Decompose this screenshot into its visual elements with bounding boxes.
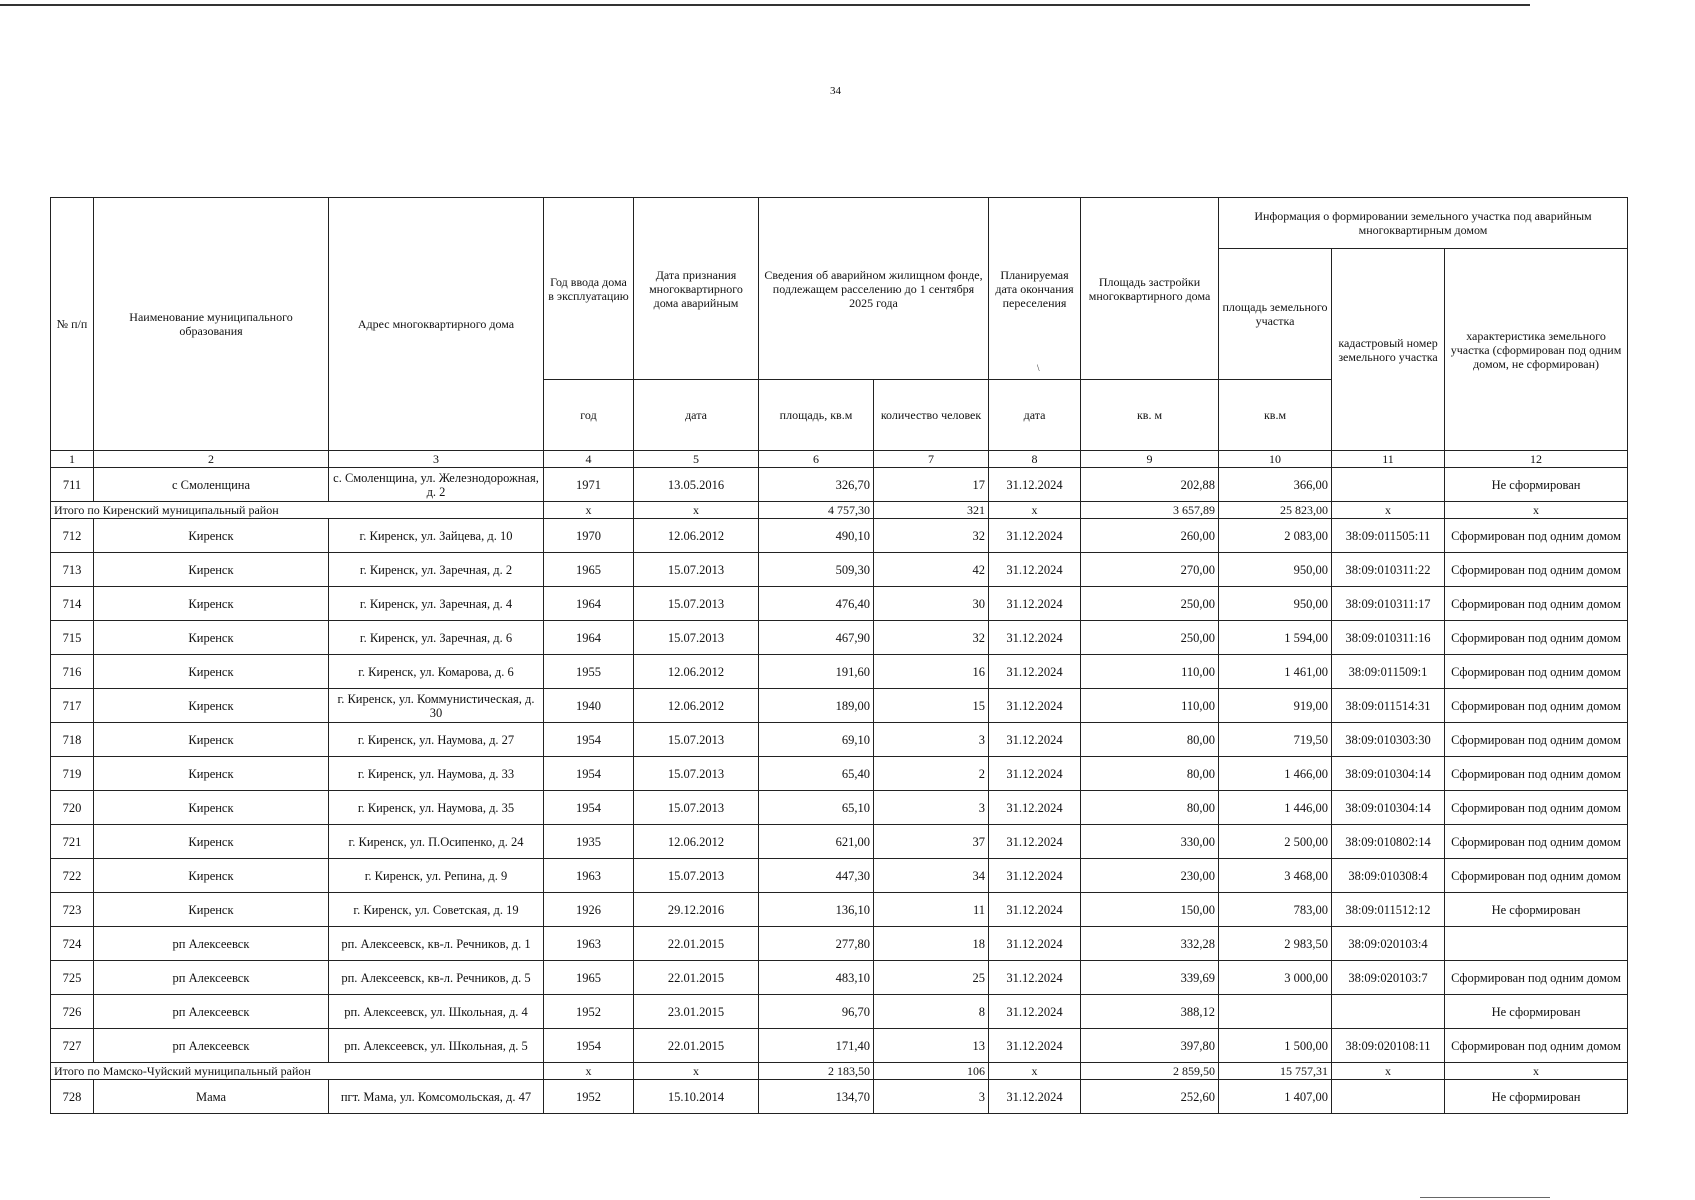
total-label: Итого по Мамско-Чуйский муниципальный район (51, 1063, 544, 1080)
total-people: 321 (874, 502, 989, 519)
municipality-cell: Киренск (94, 553, 329, 587)
recognition-date-cell: 15.10.2014 (634, 1080, 759, 1114)
col-number: 1 (51, 451, 94, 468)
col-number: 7 (874, 451, 989, 468)
land-area-cell: 950,00 (1219, 587, 1332, 621)
recognition-date-cell: 12.06.2012 (634, 519, 759, 553)
land-area-cell: 950,00 (1219, 553, 1332, 587)
address-cell: г. Киренск, ул. Зайцева, д. 10 (329, 519, 544, 553)
building-area-cell: 80,00 (1081, 757, 1219, 791)
table-row (51, 859, 1628, 893)
total-area: 2 183,50 (759, 1063, 874, 1080)
col-number: 8 (989, 451, 1081, 468)
land-char-cell: Сформирован под одним домом (1445, 689, 1628, 723)
year-cell: 1926 (544, 893, 634, 927)
cadastral-cell: 38:09:010311:16 (1332, 621, 1445, 655)
table-row (51, 1080, 1628, 1114)
row-number: 726 (51, 995, 94, 1029)
cadastral-cell: 38:09:011509:1 (1332, 655, 1445, 689)
planned-date-cell: 31.12.2024 (989, 791, 1081, 825)
unit-date: дата (634, 380, 759, 451)
area-cell: 447,30 (759, 859, 874, 893)
cadastral-cell (1332, 1080, 1445, 1114)
area-cell: 65,40 (759, 757, 874, 791)
building-area-cell: 202,88 (1081, 468, 1219, 502)
municipality-cell: Киренск (94, 757, 329, 791)
land-char-cell: Сформирован под одним домом (1445, 961, 1628, 995)
column-number-row (51, 451, 1628, 468)
building-area-cell: 252,60 (1081, 1080, 1219, 1114)
municipality-cell: рп Алексеевск (94, 927, 329, 961)
people-cell: 25 (874, 961, 989, 995)
recognition-date-cell: 15.07.2013 (634, 587, 759, 621)
building-area-cell: 397,80 (1081, 1029, 1219, 1063)
cadastral-cell: 38:09:011505:11 (1332, 519, 1445, 553)
table-row (51, 927, 1628, 961)
cadastral-cell: 38:09:010802:14 (1332, 825, 1445, 859)
area-cell: 490,10 (759, 519, 874, 553)
land-char-cell: Не сформирован (1445, 893, 1628, 927)
area-cell: 171,40 (759, 1029, 874, 1063)
planned-date-cell: 31.12.2024 (989, 468, 1081, 502)
cadastral-cell: 38:09:010311:17 (1332, 587, 1445, 621)
people-cell: 15 (874, 689, 989, 723)
recognition-date-cell: 12.06.2012 (634, 825, 759, 859)
address-cell: г. Киренск, ул. Наумова, д. 27 (329, 723, 544, 757)
land-area-cell: 2 983,50 (1219, 927, 1332, 961)
land-area-cell: 3 468,00 (1219, 859, 1332, 893)
land-char-cell: Сформирован под одним домом (1445, 723, 1628, 757)
row-number: 717 (51, 689, 94, 723)
col-number: 11 (1332, 451, 1445, 468)
address-cell: г. Киренск, ул. Заречная, д. 2 (329, 553, 544, 587)
area-cell: 96,70 (759, 995, 874, 1029)
total-plan-date: x (989, 1063, 1081, 1080)
land-area-cell: 2 500,00 (1219, 825, 1332, 859)
row-number: 722 (51, 859, 94, 893)
table-row (51, 553, 1628, 587)
year-cell: 1954 (544, 757, 634, 791)
recognition-date-cell: 22.01.2015 (634, 1029, 759, 1063)
col-number: 6 (759, 451, 874, 468)
building-area-cell: 332,28 (1081, 927, 1219, 961)
unit-year: год (544, 380, 634, 451)
year-cell: 1970 (544, 519, 634, 553)
total-people: 106 (874, 1063, 989, 1080)
recognition-date-cell: 29.12.2016 (634, 893, 759, 927)
recognition-date-cell: 15.07.2013 (634, 553, 759, 587)
municipality-cell: Киренск (94, 587, 329, 621)
header-cadastral: кадастровый номер земельного участка (1332, 249, 1445, 451)
total-row (51, 1063, 1628, 1080)
building-area-cell: 260,00 (1081, 519, 1219, 553)
land-area-cell: 1 466,00 (1219, 757, 1332, 791)
cadastral-cell: 38:09:010311:22 (1332, 553, 1445, 587)
header-recognition-date: Дата признания многоквартирного дома аварийным (634, 198, 759, 380)
header-planned-date-text: Планируемая дата окончания переселения (995, 267, 1074, 310)
row-number: 711 (51, 468, 94, 502)
municipality-cell: Мама (94, 1080, 329, 1114)
header-building-area: Площадь застройки многоквартирного дома (1081, 198, 1219, 380)
planned-date-cell: 31.12.2024 (989, 961, 1081, 995)
municipality-cell: Киренск (94, 723, 329, 757)
people-cell: 13 (874, 1029, 989, 1063)
address-cell: рп. Алексеевск, кв-л. Речников, д. 1 (329, 927, 544, 961)
land-char-cell: Сформирован под одним домом (1445, 519, 1628, 553)
total-year: x (544, 1063, 634, 1080)
top-rule (0, 4, 1530, 6)
row-number: 721 (51, 825, 94, 859)
row-number: 713 (51, 553, 94, 587)
land-char-cell: Сформирован под одним домом (1445, 859, 1628, 893)
people-cell: 8 (874, 995, 989, 1029)
unit-sqm: кв. м (1081, 380, 1219, 451)
land-char-cell: Сформирован под одним домом (1445, 791, 1628, 825)
address-cell: г. Киренск, ул. П.Осипенко, д. 24 (329, 825, 544, 859)
area-cell: 136,10 (759, 893, 874, 927)
col-number: 12 (1445, 451, 1628, 468)
planned-date-cell: 31.12.2024 (989, 723, 1081, 757)
address-cell: с. Смоленщина, ул. Железнодорожная, д. 2 (329, 468, 544, 502)
row-number: 714 (51, 587, 94, 621)
unit-sqm2: кв.м (1219, 380, 1332, 451)
land-char-cell: Сформирован под одним домом (1445, 1029, 1628, 1063)
table-row (51, 995, 1628, 1029)
people-cell: 3 (874, 723, 989, 757)
cadastral-cell: 38:09:010303:30 (1332, 723, 1445, 757)
col-number: 3 (329, 451, 544, 468)
cadastral-cell (1332, 995, 1445, 1029)
table-row (51, 689, 1628, 723)
total-year: x (544, 502, 634, 519)
address-cell: г. Киренск, ул. Репина, д. 9 (329, 859, 544, 893)
area-cell: 277,80 (759, 927, 874, 961)
table-row (51, 893, 1628, 927)
unit-area: площадь, кв.м (759, 380, 874, 451)
cadastral-cell: 38:09:011514:31 (1332, 689, 1445, 723)
table-row (51, 587, 1628, 621)
year-cell: 1965 (544, 553, 634, 587)
total-land-char: x (1445, 502, 1628, 519)
recognition-date-cell: 15.07.2013 (634, 723, 759, 757)
row-number: 728 (51, 1080, 94, 1114)
area-cell: 65,10 (759, 791, 874, 825)
row-number: 723 (51, 893, 94, 927)
building-area-cell: 110,00 (1081, 655, 1219, 689)
year-cell: 1954 (544, 1029, 634, 1063)
total-land-area: 15 757,31 (1219, 1063, 1332, 1080)
people-cell: 42 (874, 553, 989, 587)
planned-date-cell: 31.12.2024 (989, 553, 1081, 587)
planned-date-cell: 31.12.2024 (989, 1029, 1081, 1063)
building-area-cell: 230,00 (1081, 859, 1219, 893)
total-building-area: 2 859,50 (1081, 1063, 1219, 1080)
people-cell: 11 (874, 893, 989, 927)
header-address: Адрес многоквартирного дома (329, 198, 544, 451)
planned-date-cell: 31.12.2024 (989, 1080, 1081, 1114)
cadastral-cell: 38:09:020103:7 (1332, 961, 1445, 995)
table-row (51, 723, 1628, 757)
people-cell: 34 (874, 859, 989, 893)
table-row (51, 621, 1628, 655)
building-area-cell: 250,00 (1081, 621, 1219, 655)
municipality-cell: рп Алексеевск (94, 995, 329, 1029)
land-area-cell: 919,00 (1219, 689, 1332, 723)
cadastral-cell (1332, 468, 1445, 502)
planned-date-cell: 31.12.2024 (989, 893, 1081, 927)
recognition-date-cell: 15.07.2013 (634, 859, 759, 893)
people-cell: 17 (874, 468, 989, 502)
planned-date-cell: 31.12.2024 (989, 519, 1081, 553)
recognition-date-cell: 22.01.2015 (634, 961, 759, 995)
building-area-cell: 250,00 (1081, 587, 1219, 621)
row-number: 719 (51, 757, 94, 791)
table-row (51, 961, 1628, 995)
cadastral-cell: 38:09:010308:4 (1332, 859, 1445, 893)
building-area-cell: 110,00 (1081, 689, 1219, 723)
planned-date-cell: 31.12.2024 (989, 825, 1081, 859)
address-cell: г. Киренск, ул. Комарова, д. 6 (329, 655, 544, 689)
area-cell: 621,00 (759, 825, 874, 859)
recognition-date-cell: 12.06.2012 (634, 655, 759, 689)
municipality-cell: Киренск (94, 621, 329, 655)
land-char-cell: Не сформирован (1445, 468, 1628, 502)
land-area-cell: 1 594,00 (1219, 621, 1332, 655)
land-area-cell: 719,50 (1219, 723, 1332, 757)
total-area: 4 757,30 (759, 502, 874, 519)
header-municipality: Наименование муниципального образования (94, 198, 329, 451)
row-number: 715 (51, 621, 94, 655)
land-char-cell: Сформирован под одним домом (1445, 587, 1628, 621)
people-cell: 32 (874, 621, 989, 655)
people-cell: 30 (874, 587, 989, 621)
header-land-info: Информация о формировании земельного участка под аварийным многоквартирным домом (1219, 198, 1628, 249)
year-cell: 1954 (544, 723, 634, 757)
year-cell: 1952 (544, 1080, 634, 1114)
row-number: 725 (51, 961, 94, 995)
people-cell: 3 (874, 1080, 989, 1114)
col-number: 9 (1081, 451, 1219, 468)
planned-date-cell: 31.12.2024 (989, 587, 1081, 621)
table-body (51, 468, 1628, 1114)
municipality-cell: Киренск (94, 893, 329, 927)
total-label: Итого по Киренский муниципальный район (51, 502, 544, 519)
address-cell: пгт. Мама, ул. Комсомольская, д. 47 (329, 1080, 544, 1114)
municipality-cell: Киренск (94, 791, 329, 825)
cadastral-cell: 38:09:020108:11 (1332, 1029, 1445, 1063)
cadastral-cell: 38:09:011512:12 (1332, 893, 1445, 927)
building-area-cell: 339,69 (1081, 961, 1219, 995)
recognition-date-cell: 22.01.2015 (634, 927, 759, 961)
people-cell: 37 (874, 825, 989, 859)
total-plan-date: x (989, 502, 1081, 519)
year-cell: 1965 (544, 961, 634, 995)
address-cell: рп. Алексеевск, кв-л. Речников, д. 5 (329, 961, 544, 995)
land-area-cell: 1 407,00 (1219, 1080, 1332, 1114)
total-date: x (634, 502, 759, 519)
emergency-housing-table (50, 197, 1628, 1114)
people-cell: 32 (874, 519, 989, 553)
area-cell: 483,10 (759, 961, 874, 995)
recognition-date-cell: 15.07.2013 (634, 757, 759, 791)
planned-date-cell: 31.12.2024 (989, 927, 1081, 961)
building-area-cell: 80,00 (1081, 723, 1219, 757)
header-no: № п/п (51, 198, 94, 451)
planned-date-cell: 31.12.2024 (989, 621, 1081, 655)
land-area-cell: 1 446,00 (1219, 791, 1332, 825)
row-number: 716 (51, 655, 94, 689)
address-cell: г. Киренск, ул. Наумова, д. 35 (329, 791, 544, 825)
land-char-cell: Сформирован под одним домом (1445, 757, 1628, 791)
year-cell: 1940 (544, 689, 634, 723)
address-cell: г. Киренск, ул. Заречная, д. 6 (329, 621, 544, 655)
address-cell: г. Киренск, ул. Коммунистическая, д. 30 (329, 689, 544, 723)
address-cell: г. Киренск, ул. Наумова, д. 33 (329, 757, 544, 791)
building-area-cell: 270,00 (1081, 553, 1219, 587)
total-cadastral: x (1332, 502, 1445, 519)
total-building-area: 3 657,89 (1081, 502, 1219, 519)
recognition-date-cell: 23.01.2015 (634, 995, 759, 1029)
address-cell: рп. Алексеевск, ул. Школьная, д. 5 (329, 1029, 544, 1063)
planned-date-cell: 31.12.2024 (989, 757, 1081, 791)
header-land-area: площадь земельного участка (1219, 249, 1332, 380)
land-char-cell (1445, 927, 1628, 961)
col-number: 10 (1219, 451, 1332, 468)
land-char-cell: Сформирован под одним домом (1445, 825, 1628, 859)
area-cell: 189,00 (759, 689, 874, 723)
planned-date-cell: 31.12.2024 (989, 655, 1081, 689)
total-land-area: 25 823,00 (1219, 502, 1332, 519)
people-cell: 18 (874, 927, 989, 961)
table-row (51, 791, 1628, 825)
year-cell: 1964 (544, 587, 634, 621)
table-row (51, 655, 1628, 689)
land-area-cell: 1 500,00 (1219, 1029, 1332, 1063)
table-row (51, 468, 1628, 502)
header-year: Год ввода дома в эксплуатацию (544, 198, 634, 380)
area-cell: 191,60 (759, 655, 874, 689)
recognition-date-cell: 15.07.2013 (634, 791, 759, 825)
recognition-date-cell: 13.05.2016 (634, 468, 759, 502)
row-number: 718 (51, 723, 94, 757)
total-cadastral: x (1332, 1063, 1445, 1080)
col-number: 5 (634, 451, 759, 468)
total-land-char: x (1445, 1063, 1628, 1080)
municipality-cell: рп Алексеевск (94, 1029, 329, 1063)
housing-table-container (50, 197, 1627, 1114)
col-number: 2 (94, 451, 329, 468)
land-area-cell: 783,00 (1219, 893, 1332, 927)
planned-date-cell: 31.12.2024 (989, 859, 1081, 893)
people-cell: 16 (874, 655, 989, 689)
municipality-cell: Киренск (94, 859, 329, 893)
land-char-cell: Сформирован под одним домом (1445, 621, 1628, 655)
table-row (51, 1029, 1628, 1063)
address-cell: г. Киренск, ул. Советская, д. 19 (329, 893, 544, 927)
year-cell: 1963 (544, 859, 634, 893)
municipality-cell: Киренск (94, 655, 329, 689)
cadastral-cell: 38:09:020103:4 (1332, 927, 1445, 961)
row-number: 727 (51, 1029, 94, 1063)
total-date: x (634, 1063, 759, 1080)
header-housing-info: Сведения об аварийном жилищном фонде, подлежащем расселению до 1 сентября 2025 года (759, 198, 989, 380)
unit-date2: дата (989, 380, 1081, 451)
table-row (51, 825, 1628, 859)
page-number: 34 (830, 85, 841, 97)
land-area-cell: 2 083,00 (1219, 519, 1332, 553)
land-char-cell: Сформирован под одним домом (1445, 553, 1628, 587)
year-cell: 1952 (544, 995, 634, 1029)
land-area-cell: 3 000,00 (1219, 961, 1332, 995)
planned-date-cell: 31.12.2024 (989, 689, 1081, 723)
bottom-rule (1420, 1197, 1550, 1198)
year-cell: 1955 (544, 655, 634, 689)
recognition-date-cell: 12.06.2012 (634, 689, 759, 723)
municipality-cell: с Смоленщина (94, 468, 329, 502)
land-area-cell: 1 461,00 (1219, 655, 1332, 689)
land-char-cell: Сформирован под одним домом (1445, 655, 1628, 689)
area-cell: 467,90 (759, 621, 874, 655)
people-cell: 2 (874, 757, 989, 791)
land-char-cell: Не сформирован (1445, 1080, 1628, 1114)
land-area-cell (1219, 995, 1332, 1029)
municipality-cell: Киренск (94, 689, 329, 723)
planned-date-cell: 31.12.2024 (989, 995, 1081, 1029)
header-land-char: характеристика земельного участка (сформирован под одним домом, не сформирован) (1445, 249, 1628, 451)
land-area-cell: 366,00 (1219, 468, 1332, 502)
address-cell: г. Киренск, ул. Заречная, д. 4 (329, 587, 544, 621)
municipality-cell: Киренск (94, 825, 329, 859)
area-cell: 476,40 (759, 587, 874, 621)
year-cell: 1954 (544, 791, 634, 825)
header-planned-date (989, 198, 1081, 380)
row-number: 724 (51, 927, 94, 961)
unit-people: количество человек (874, 380, 989, 451)
building-area-cell: 150,00 (1081, 893, 1219, 927)
area-cell: 134,70 (759, 1080, 874, 1114)
building-area-cell: 80,00 (1081, 791, 1219, 825)
table-row (51, 519, 1628, 553)
header-mark: \ (1037, 363, 1040, 373)
people-cell: 3 (874, 791, 989, 825)
area-cell: 509,30 (759, 553, 874, 587)
year-cell: 1964 (544, 621, 634, 655)
total-row (51, 502, 1628, 519)
building-area-cell: 388,12 (1081, 995, 1219, 1029)
year-cell: 1935 (544, 825, 634, 859)
address-cell: рп. Алексеевск, ул. Школьная, д. 4 (329, 995, 544, 1029)
col-number: 4 (544, 451, 634, 468)
recognition-date-cell: 15.07.2013 (634, 621, 759, 655)
row-number: 720 (51, 791, 94, 825)
cadastral-cell: 38:09:010304:14 (1332, 791, 1445, 825)
row-number: 712 (51, 519, 94, 553)
municipality-cell: Киренск (94, 519, 329, 553)
area-cell: 69,10 (759, 723, 874, 757)
land-char-cell: Не сформирован (1445, 995, 1628, 1029)
year-cell: 1963 (544, 927, 634, 961)
building-area-cell: 330,00 (1081, 825, 1219, 859)
area-cell: 326,70 (759, 468, 874, 502)
table-row (51, 757, 1628, 791)
municipality-cell: рп Алексеевск (94, 961, 329, 995)
cadastral-cell: 38:09:010304:14 (1332, 757, 1445, 791)
year-cell: 1971 (544, 468, 634, 502)
